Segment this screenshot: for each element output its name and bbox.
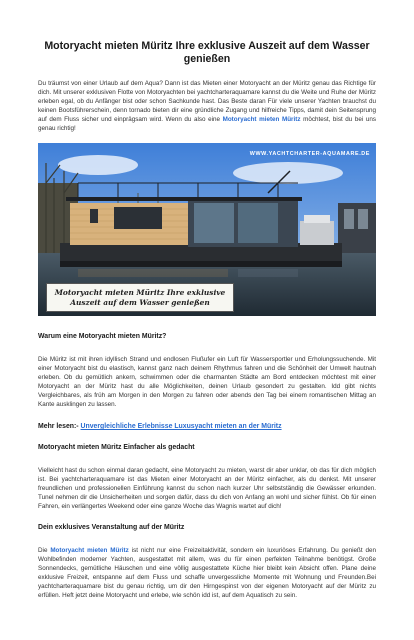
image-caption-line-1: Motoryacht mieten Müritz Ihre exklusive <box>54 288 226 297</box>
section-paragraph-einfacher: Vielleicht hast du schon einmal daran gedacht, eine Motoryacht zu mieten, warst dir aber unklar, ob das für dich möglich ist. Bei yachtcharteraquamare ist das Mieten einer Motoryacht an der Müritz einfacher, als du denkst. Mit unserer freundlichen und professionellen Einführung kannst du schon nach kurzer Uhr selbstständig die Gewässer erkunden. Tunel nehmen dir die Unsicherheiten und sorgen dafür, dass du dich von Anfang an wohl und sicher fühlst. Ob für einen Fahren, ein verlängertes Weekend oder eine ganze Woche das Wagnis wartet auf dich! <box>38 467 376 510</box>
section-heading-einfacher: Motoryacht mieten Müritz Einfacher als gedacht <box>38 444 195 451</box>
section3-text-after: ist nicht nur eine Freizeitaktivität, sondern ein luxuriöses Erfahrung. Du genießt den Wohlbefinden moderner Yachten, ausgestattet mit allem, was du für einen perfekten Teilnahme benötigst. Große Sonnendecks, gemütliche Häuschen und eine völlig ausgestattete Küche hier bleibt kein Absicht offen. Plane deine exklusive Freizeit, entspanne auf dem Fluss und schaffe unvergessliche Momente mit Wohnung und Freunden.Bei yachtcharteraquamare bist du genau richtig, um dir den Hirngespinst von der eigenen Motoryacht auf der Müritz zu erfüllen. Heft jetzt deine Motoryacht und erlebe, wie schön idd ist, auf dem Aquatisch zu sein. <box>38 547 376 599</box>
intro-text-after: möchtest, bist du bei uns genau richtig! <box>38 116 376 132</box>
read-more-line <box>38 422 376 431</box>
image-caption-box <box>46 283 234 312</box>
motoryacht-link[interactable]: Motoryacht mieten Müritz <box>222 116 301 123</box>
section-heading-exklusiv: Dein exklusives Veranstaltung auf der Müritz <box>38 524 185 531</box>
intro-paragraph <box>38 79 376 133</box>
section3-text-before: Die <box>38 547 51 554</box>
motoryacht-link-2[interactable]: Motoryacht mieten Müritz <box>50 547 129 554</box>
read-more-link[interactable]: Unvergleichliche Erlebnisse Luxusyacht mieten an der Müritz <box>80 423 282 430</box>
section-paragraph-warum: Die Müritz ist mit ihren idyllisch Strand und endlosen Flußufer ein Luft für Wassersportler und Erholungssuchende. Mit einer Motoryacht bist du elastisch, kannst ganz nach deinem Rhythmus fahren und die Schönheit der Umwelt hautnah erleben. Ob du gemütlich ankern, schwimmen oder die charmanten Städte am Bord entdecken möchtest mit einer Motoryacht an der Müritz hast du alle Möglichkeiten, deinen Urlaub gesondert zu gestalten. Idd gibt nichts Vergleichbares, als früh am Morgen in den Morgen zu fahren oder abends den Tag bei einem romantischen Mittag an Kante ausklingen zu lassen. <box>38 356 376 408</box>
read-more-label: Mehr lesen:- <box>38 423 81 430</box>
article-title: Motoryacht mieten Müritz Ihre exklusive Auszeit auf dem Wasser genießen <box>44 40 370 65</box>
image-caption-line-2: Auszeit auf dem Wasser genießen <box>70 298 210 307</box>
section-heading-warum: Warum eine Motoryacht mieten Müritz? <box>38 333 167 340</box>
hero-image <box>38 143 376 316</box>
intro-text-before: Du träumst von einer Urlaub auf dem Aqua? Dann ist das Mieten einer Motoryacht an der Müritz genau das Richtige für dich. Mit unserer exklusiven Flotte von Motoryachten bei yachtcharteraquamare kannst du die Weite und Ruhe der Müritz erleben egal, ob du Anfänger bist oder schon Sachkunde hast. Das Beste daran Für viele unserer Yachten brauchst du keinen Bootsführerschein, denn tornado bieten dir eine gründliche Zugang und hilfreiche Tipps, damit dein Seitensprung auf dem Fluss sicher und einprägsam wird. Wenn du also eine <box>38 80 376 123</box>
website-watermark: WWW.YACHTCHARTER-AQUAMARE.DE <box>249 151 370 157</box>
section-paragraph-exklusiv <box>38 546 376 600</box>
